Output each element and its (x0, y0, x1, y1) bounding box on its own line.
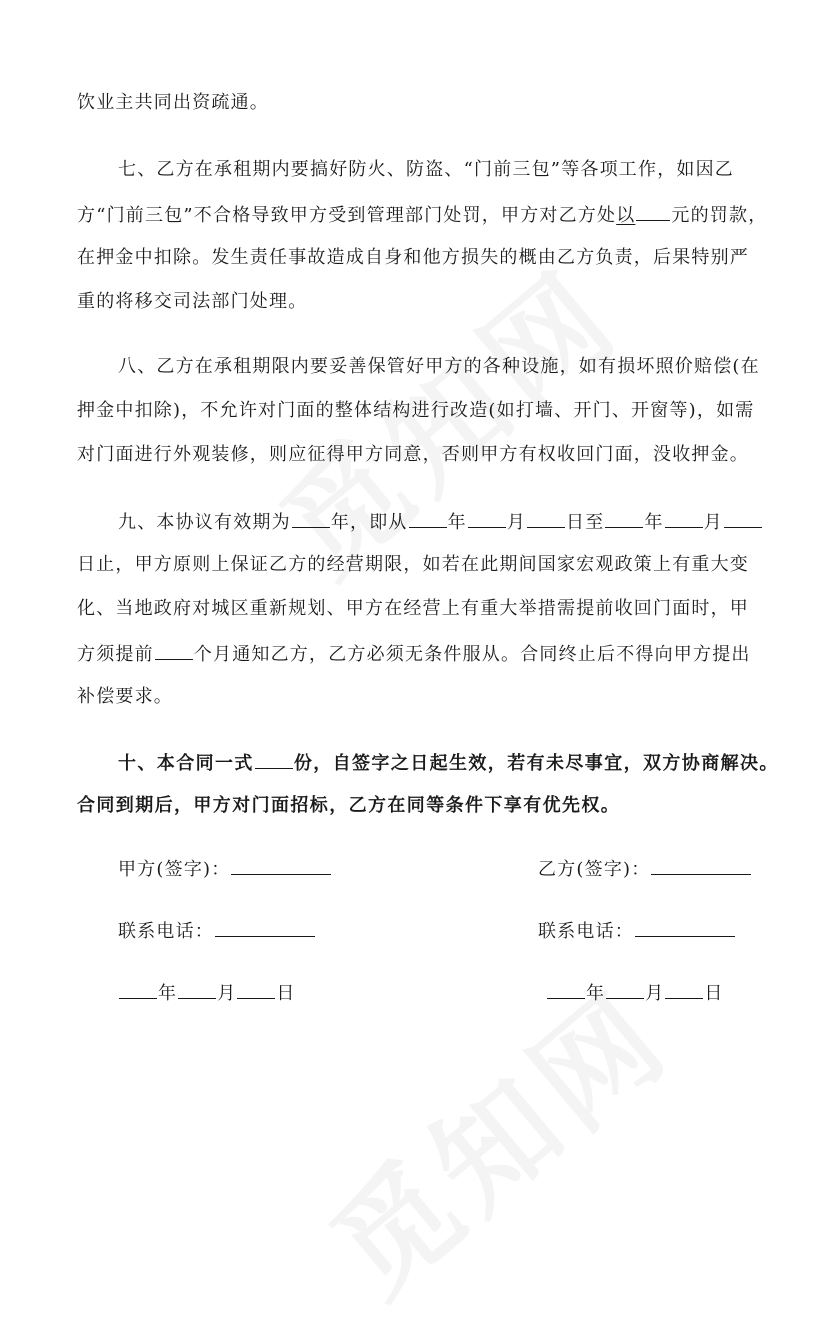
party-a-day-blank (237, 980, 275, 999)
years-blank (292, 509, 330, 528)
year-label: 年 (158, 983, 178, 1004)
paragraph-9-line-5: 补偿要求。 (77, 686, 173, 707)
day-label: 日 (704, 983, 724, 1004)
notice-label: 方须提前 (77, 644, 154, 665)
notice-months-blank (155, 641, 193, 660)
start-month-blank (468, 509, 506, 528)
party-b-phone-blank (635, 918, 735, 937)
start-year-blank (409, 509, 447, 528)
month-label: 月 (506, 512, 527, 533)
paragraph-10-line-1-text: 份，自签字之日起生效，若有未尽事宜，双方协商解决。 (293, 753, 779, 774)
party-b-label: 乙方(签字)： (538, 859, 651, 880)
paragraph-7-line-2-end: 元的罚款， (671, 205, 768, 226)
party-b-phone-label: 联系电话： (538, 921, 634, 942)
party-a-signature (118, 856, 332, 882)
paragraph-9-line-1 (118, 509, 763, 535)
party-a-phone-blank (215, 918, 315, 937)
fine-text: 以 (616, 205, 636, 226)
paragraph-7-line-1: 七、乙方在承租期内要搞好防火、防盗、“门前三包”等各项工作，如因乙 (118, 159, 735, 180)
party-a-date (118, 980, 296, 1006)
party-b-day-blank (665, 980, 703, 999)
paragraph-7-line-2-text: 方“门前三包”不合格导致甲方受到管理部门处罚，甲方对乙方处 (77, 205, 617, 226)
end-year-blank (605, 509, 643, 528)
party-b-signature (538, 856, 752, 882)
month-label: 月 (217, 983, 237, 1004)
paragraph-8-line-2: 押金中扣除)，不允许对门面的整体结构进行改造(如打墙、开门、开窗等)，如需 (77, 400, 755, 421)
paragraph-9-line-4 (77, 641, 751, 667)
end-month-blank (665, 509, 703, 528)
paragraph-7-line-3: 在押金中扣除。发生责任事故造成自身和他方损失的概由乙方负责，后果特别严 (77, 247, 749, 268)
party-b-month-blank (606, 980, 644, 999)
party-a-phone-label: 联系电话： (118, 921, 214, 942)
month-label: 月 (645, 983, 665, 1004)
party-a-month-blank (178, 980, 216, 999)
party-a-label: 甲方(签字)： (118, 859, 231, 880)
copies-blank (255, 750, 293, 769)
copies-label: 十、本合同一式 (118, 753, 254, 774)
party-b-phone (538, 918, 736, 944)
paragraph-9-line-2: 日止，甲方原则上保证乙方的经营期限，如若在此期间国家宏观政策上有重大变 (77, 554, 749, 575)
party-a-year-blank (119, 980, 157, 999)
party-b-year-blank (547, 980, 585, 999)
party-a-signature-blank (231, 856, 331, 875)
paragraph-7-line-2 (77, 202, 767, 228)
validity-label: 九、本协议有效期为 (118, 512, 291, 533)
paragraph-10-line-2: 合同到期后，甲方对门面招标，乙方在同等条件下享有优先权。 (77, 795, 621, 816)
day-label: 日 (276, 983, 296, 1004)
paragraph-6-tail: 饮业主共同出资疏通。 (77, 92, 269, 113)
paragraph-8-line-1: 八、乙方在承租期限内要妥善保管好甲方的各种设施，如有损坏照价赔偿(在 (118, 356, 760, 377)
paragraph-10-line-1 (118, 750, 779, 776)
month-label: 月 (703, 512, 723, 533)
to-label: 日至 (566, 512, 605, 533)
year-label: 年 (447, 512, 467, 533)
year-label: 年 (586, 983, 606, 1004)
party-b-signature-blank (651, 856, 751, 875)
party-a-phone (118, 918, 316, 944)
year-label: 年 (644, 512, 664, 533)
fine-amount-blank (636, 202, 670, 221)
paragraph-9-line-4-text: 个月通知乙方，乙方必须无条件服从。合同终止后不得向甲方提出 (193, 644, 751, 665)
paragraph-8-line-3: 对门面进行外观装修，则应征得甲方同意，否则甲方有权收回门面，没收押金。 (77, 444, 749, 465)
from-label: 年，即从 (330, 512, 408, 533)
paragraph-7-line-4: 重的将移交司法部门处理。 (77, 291, 308, 312)
end-day-blank (724, 509, 762, 528)
party-b-date (546, 980, 724, 1006)
start-day-blank (527, 509, 565, 528)
paragraph-9-line-3: 化、当地政府对城区重新规划、甲方在经营上有重大举措需提前收回门面时，甲 (77, 598, 749, 619)
